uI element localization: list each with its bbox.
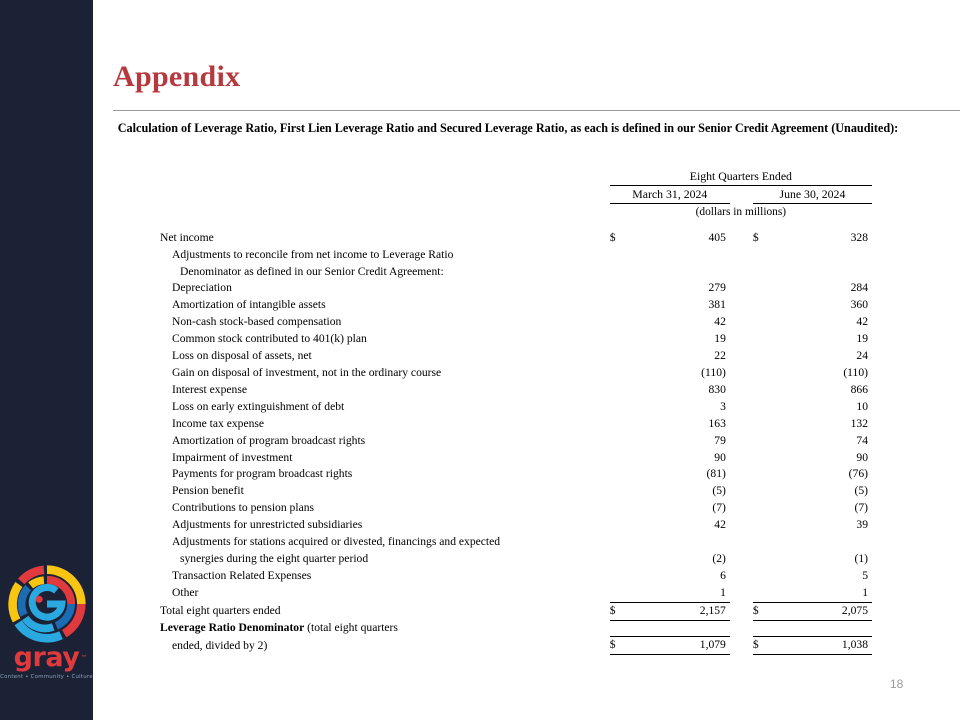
row-label: Adjustments to reconcile from net income to Leverage Ratio [172, 247, 454, 261]
row-currency-2 [753, 534, 774, 551]
row-gap-cell-2 [730, 264, 753, 281]
table-row [160, 297, 872, 314]
title-divider [113, 110, 960, 111]
row-gap-cell-2 [730, 500, 753, 517]
row-gap-cell [587, 247, 610, 264]
row-gap-cell-2 [730, 348, 753, 365]
row-currency-1 [610, 382, 631, 399]
row-value-2 [774, 247, 872, 264]
gray-logo-tagline: Content • Community • Culture [0, 674, 93, 680]
row-currency-2 [753, 365, 774, 382]
header-eight-quarters-ended: Eight Quarters Ended [610, 168, 872, 185]
row-gap-cell [587, 517, 610, 534]
row-label: Transaction Related Expenses [172, 568, 312, 582]
header-gap-cell-3 [730, 185, 753, 203]
table-header-dates-row [160, 185, 872, 203]
row-value-2: 74 [856, 433, 868, 447]
total-currency-1: $ [610, 602, 631, 620]
row-gap-cell-2 [730, 314, 753, 331]
row-value-2: 1 [862, 585, 868, 599]
row-gap-cell-2 [730, 382, 753, 399]
row-gap-cell-2 [730, 466, 753, 483]
table-row [160, 483, 872, 500]
table-row [160, 314, 872, 331]
table-row [160, 348, 872, 365]
row-label: Denominator as defined in our Senior Credit Agreement: [180, 264, 444, 278]
row-value-2 [774, 534, 872, 551]
row-currency-1 [610, 466, 631, 483]
units-blank-cell [160, 203, 587, 220]
row-value-1: (5) [712, 484, 726, 498]
row-currency-2 [753, 314, 774, 331]
total-value-1: 2,157 [631, 602, 730, 620]
row-label: Payments for program broadcast rights [172, 467, 353, 481]
table-units-row [160, 203, 872, 220]
row-gap-cell [587, 297, 610, 314]
row-currency-1 [610, 314, 631, 331]
row-currency-2 [753, 247, 774, 264]
denominator-currency-2: $ [753, 637, 774, 655]
row-value-1: 405 [708, 230, 726, 244]
row-currency-1 [610, 331, 631, 348]
row-currency-1 [610, 450, 631, 467]
row-currency-2 [753, 297, 774, 314]
header-spacer-cell [160, 221, 872, 230]
row-currency-1 [610, 416, 631, 433]
table-subtitle: Calculation of Leverage Ratio, First Lien Leverage Ratio and Secured Leverage Ratio, as each is defined in our Senior Credit Agreement (Unaudited): [117, 121, 899, 135]
row-value-1 [631, 264, 730, 281]
total-gap-cell-2 [730, 602, 753, 620]
row-currency-2 [753, 517, 774, 534]
denominator-currency-1: $ [610, 637, 631, 655]
row-value-1 [631, 534, 730, 551]
table-head-group [160, 168, 872, 230]
row-currency-2 [753, 416, 774, 433]
row-label: Non-cash stock-based compensation [172, 315, 342, 329]
row-currency-1 [610, 534, 631, 551]
header-gap-cell-2 [587, 185, 610, 203]
row-value-1: 19 [714, 332, 726, 346]
denominator-label-rest: (total eight quarters [304, 621, 398, 635]
table-row [160, 331, 872, 348]
row-gap-cell-2 [730, 399, 753, 416]
row-label: Net income [160, 230, 214, 244]
row-value-2: (1) [854, 551, 868, 565]
row-gap-cell-2 [730, 230, 753, 247]
table-totals-group [160, 602, 872, 655]
row-currency-1 [610, 568, 631, 585]
row-currency-1 [610, 280, 631, 297]
row-gap-cell [587, 331, 610, 348]
total-row [160, 602, 872, 620]
row-value-2: 10 [856, 399, 868, 413]
row-label: Interest expense [172, 382, 248, 396]
row-value-1: 90 [714, 450, 726, 464]
row-currency-2: $ [752, 230, 759, 244]
row-label: Amortization of program broadcast rights [172, 433, 366, 447]
row-value-2: 19 [856, 332, 868, 346]
table-row [160, 416, 872, 433]
row-gap-cell [587, 500, 610, 517]
total-row-label: Total eight quarters ended [160, 604, 281, 618]
row-label: Depreciation [172, 281, 232, 295]
row-value-2: 24 [856, 349, 868, 363]
row-value-2: 284 [850, 281, 868, 295]
row-gap-cell-2 [730, 297, 753, 314]
table-header-span-row [160, 168, 872, 185]
row-value-2 [774, 264, 872, 281]
row-gap-cell-2 [730, 551, 753, 568]
denominator-label-row [160, 620, 872, 637]
page-number: 18 [890, 677, 904, 691]
header-column-1: March 31, 2024 [610, 185, 730, 203]
row-currency-2 [753, 331, 774, 348]
row-currency-2 [753, 450, 774, 467]
row-currency-2 [753, 382, 774, 399]
row-value-1: 42 [714, 518, 726, 532]
row-gap-cell-2 [730, 331, 753, 348]
row-gap-cell [587, 365, 610, 382]
row-value-1: (110) [701, 365, 726, 379]
header-spacer-row [160, 221, 872, 230]
denominator-gap-cell-2 [730, 637, 753, 655]
row-gap-cell [587, 348, 610, 365]
row-currency-1 [610, 585, 631, 602]
header-blank-cell [160, 168, 587, 185]
row-value-1: (81) [706, 467, 726, 481]
header-gap-cell [587, 168, 610, 185]
row-value-1: 163 [708, 416, 726, 430]
row-currency-2 [753, 399, 774, 416]
row-currency-1 [610, 264, 631, 281]
row-label: Loss on disposal of assets, net [172, 349, 312, 363]
row-label: Other [172, 586, 199, 600]
denominator-label-line1 [160, 620, 587, 637]
row-value-1: 279 [708, 281, 726, 295]
leverage-ratio-table [160, 168, 872, 655]
row-gap-cell [587, 433, 610, 450]
row-gap-cell [587, 416, 610, 433]
row-gap-cell-2 [730, 568, 753, 585]
row-label: Amortization of intangible assets [172, 298, 326, 312]
row-value-2: 132 [850, 416, 868, 430]
row-label: Contributions to pension plans [172, 501, 315, 515]
trademark-symbol: ™ [80, 654, 87, 662]
row-currency-2 [753, 264, 774, 281]
row-currency-1 [610, 247, 631, 264]
row-currency-2 [753, 500, 774, 517]
table-body [160, 230, 872, 602]
row-value-2: 866 [850, 382, 868, 396]
denominator-value-2: 1,038 [774, 637, 872, 655]
total-value-2: 2,075 [774, 602, 872, 620]
table-row [160, 466, 872, 483]
row-currency-2 [753, 433, 774, 450]
row-value-1: 6 [720, 568, 726, 582]
row-value-1 [631, 247, 730, 264]
row-currency-2 [753, 280, 774, 297]
row-gap-cell [587, 399, 610, 416]
row-gap-cell [587, 314, 610, 331]
row-currency-1 [610, 297, 631, 314]
row-gap-cell [587, 230, 610, 247]
table-row [160, 399, 872, 416]
row-value-1: 22 [714, 349, 726, 363]
row-value-1: (7) [712, 501, 726, 515]
row-label: Common stock contributed to 401(k) plan [172, 332, 367, 346]
denominator-blank-cells [610, 620, 872, 637]
row-currency-1: $ [609, 230, 616, 244]
denominator-value-1: 1,079 [631, 637, 730, 655]
row-gap-cell-2 [730, 534, 753, 551]
row-value-1: 42 [714, 315, 726, 329]
table-row [160, 247, 872, 264]
row-currency-1 [610, 500, 631, 517]
row-value-2: 360 [850, 298, 868, 312]
row-gap-cell-2 [730, 450, 753, 467]
table-row [160, 450, 872, 467]
units-gap-cell [587, 203, 610, 220]
row-currency-2 [753, 348, 774, 365]
row-gap-cell [587, 534, 610, 551]
row-gap-cell [587, 450, 610, 467]
gray-logo [0, 565, 93, 700]
page-title: Appendix [113, 60, 241, 93]
row-gap-cell [587, 264, 610, 281]
row-gap-cell-2 [730, 585, 753, 602]
row-label: Adjustments for stations acquired or divested, financings and expected [172, 535, 501, 549]
header-blank-cell-2 [160, 185, 587, 203]
row-currency-1 [610, 433, 631, 450]
row-value-2: 328 [850, 230, 868, 244]
row-value-2: (5) [854, 484, 868, 498]
row-label: Adjustments for unrestricted subsidiaries [172, 518, 363, 532]
table-row [160, 365, 872, 382]
row-currency-1 [610, 348, 631, 365]
header-column-2: June 30, 2024 [753, 185, 872, 203]
table-row [160, 500, 872, 517]
row-value-1: 1 [720, 585, 726, 599]
row-gap-cell [587, 382, 610, 399]
table-row [160, 264, 872, 281]
row-currency-1 [610, 483, 631, 500]
total-gap-cell [587, 602, 610, 620]
row-value-2: 39 [856, 518, 868, 532]
row-label: Loss on early extinguishment of debt [172, 399, 345, 413]
table-row [160, 280, 872, 297]
row-currency-2 [753, 585, 774, 602]
table-row [160, 433, 872, 450]
row-gap-cell-2 [730, 483, 753, 500]
row-gap-cell [587, 568, 610, 585]
row-value-1: 79 [714, 433, 726, 447]
row-gap-cell [587, 483, 610, 500]
denominator-label-bold: Leverage Ratio Denominator [160, 621, 305, 635]
table-row [160, 568, 872, 585]
row-value-1: (2) [712, 551, 726, 565]
row-currency-2 [753, 551, 774, 568]
denominator-gap-cell [587, 637, 610, 655]
table-row [160, 585, 872, 602]
row-value-2: 5 [862, 568, 868, 582]
row-label: Pension benefit [172, 484, 244, 498]
row-gap-cell [587, 466, 610, 483]
row-label: Impairment of investment [172, 450, 293, 464]
row-currency-2 [753, 568, 774, 585]
row-value-2: (110) [843, 365, 868, 379]
row-gap-cell-2 [730, 247, 753, 264]
row-value-2: 42 [856, 315, 868, 329]
denominator-row [160, 637, 872, 655]
table-row [160, 551, 872, 568]
row-gap-cell-2 [730, 280, 753, 297]
table-row [160, 517, 872, 534]
table-row [160, 382, 872, 399]
denominator-label-line2: ended, divided by 2) [172, 638, 268, 652]
gray-logo-mark-icon [8, 565, 86, 643]
row-label: Income tax expense [172, 416, 265, 430]
row-currency-1 [610, 365, 631, 382]
table-row [160, 534, 872, 551]
row-currency-1 [610, 517, 631, 534]
row-value-2: (7) [854, 501, 868, 515]
row-gap-cell-2 [730, 517, 753, 534]
row-gap-cell-2 [730, 365, 753, 382]
row-gap-cell [587, 585, 610, 602]
units-note: (dollars in millions) [695, 205, 787, 218]
row-gap-cell-2 [730, 416, 753, 433]
row-value-1: 830 [708, 382, 726, 396]
row-gap-cell [587, 280, 610, 297]
table-row [160, 230, 872, 247]
row-currency-1 [610, 399, 631, 416]
row-value-1: 3 [720, 399, 726, 413]
row-currency-2 [753, 466, 774, 483]
gray-logo-wordmark: gray ™ [13, 642, 87, 673]
row-label: Gain on disposal of investment, not in the ordinary course [172, 365, 442, 379]
row-currency-1 [610, 551, 631, 568]
row-currency-2 [753, 483, 774, 500]
row-value-2: 90 [856, 450, 868, 464]
row-label: synergies during the eight quarter period [180, 551, 369, 565]
row-gap-cell-2 [730, 433, 753, 450]
total-currency-2: $ [753, 602, 774, 620]
row-value-2: (76) [848, 467, 868, 481]
denominator-gap-cell-a [587, 620, 610, 637]
row-gap-cell [587, 551, 610, 568]
row-value-1: 381 [708, 298, 726, 312]
